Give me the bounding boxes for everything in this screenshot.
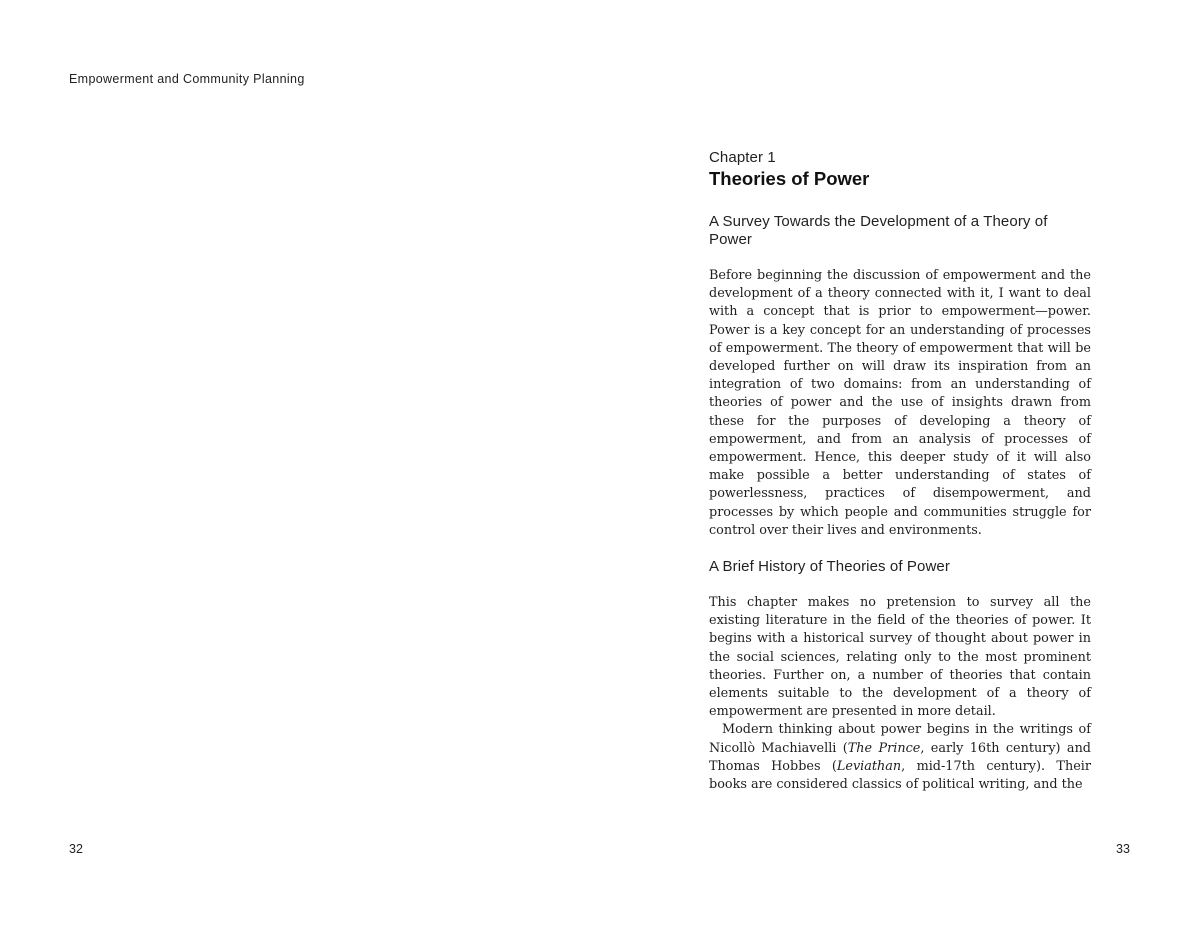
book-title-leviathan: Leviathan	[836, 758, 902, 774]
section-heading-survey: A Survey Towards the Development of a Theory of Power	[709, 213, 1048, 248]
chapter-label: Chapter 1	[709, 149, 776, 166]
paragraph-text-part: , early 16th century) and Thomas Hobbes (	[709, 740, 1091, 774]
chapter-title: Theories of Power	[709, 168, 870, 189]
paragraph-intro: Before beginning the discussion of empowerment and the development of a theory connected with it, I want to deal with a concept that is prior to empowerment—power. Power is a key concept for an understanding of processes of empowerment. The theory of empowerment that will be developed further on will draw its inspiration from an integration of two domains: from an understanding of theories of power and the use of insights drawn from these for the purposes of developing a theory of empowerment, and from an analysis of processes of empowerment. Hence, this deeper study of it will also make possible a better understanding of states of powerlessness, practices of disempowerment, and processes by which people and communities struggle for control over their lives and environments.	[709, 268, 1091, 538]
paragraph-text-part: , mid-17th century). Their books are considered classics of political writing, and the	[709, 758, 1091, 793]
paragraph-history: This chapter makes no pretension to survey all the existing literature in the field of the theories of power. It begins with a historical survey of thought about power in the social sciences, relating only to the most prominent theories. Further on, a number of theories that contain elements suitable to the development of a theory of empowerment are presented in more detail.	[709, 595, 1091, 720]
text-column	[709, 148, 1091, 794]
section-heading-history: A Brief History of Theories of Power	[709, 558, 950, 576]
paragraph-modern-thinking	[709, 721, 1091, 794]
paragraph-text-part: Modern thinking about power begins in the writings of Nicollò Machiavelli (	[709, 722, 1091, 756]
page-number-left: 32	[69, 842, 83, 856]
page-number-right: 33	[1116, 842, 1130, 856]
book-title-the-prince: The Prince	[847, 740, 921, 756]
running-head: Empowerment and Community Planning	[69, 72, 305, 86]
